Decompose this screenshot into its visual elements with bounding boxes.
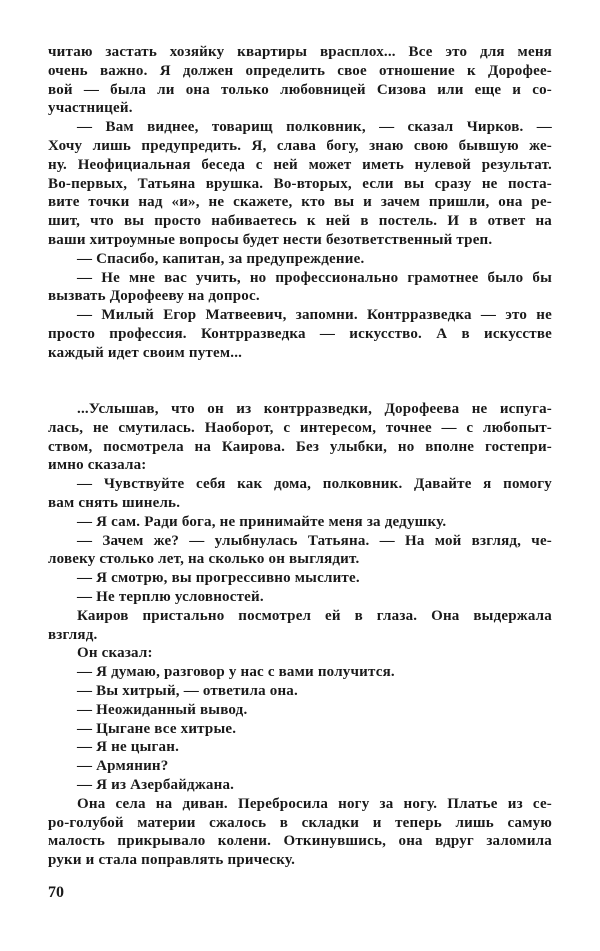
paragraph — [48, 569, 552, 588]
text-line: — Чувствуйте себя как дома, полковник. Давайте я помогу — [77, 476, 552, 493]
paragraph — [48, 118, 552, 250]
text-line: — Цыгане все хитрые. — [77, 720, 237, 737]
paragraph — [48, 701, 552, 720]
text-line: вите точки над «и», не скажете, кто вы и зачем пришли, она ре- — [48, 194, 552, 211]
text-line: ну. Неофициальная беседа с ней может иметь нулевой результат. — [48, 156, 552, 173]
text-line: — Милый Егор Матвеевич, запомни. Контрразведка — это не — [77, 307, 552, 324]
text-line: руки и стала поправлять прическу. — [48, 852, 296, 869]
text-line: ро-голубой материи сжалось в складки и теперь лишь самую — [48, 814, 552, 831]
text-section-1 — [48, 43, 552, 363]
text-line: — Я из Азербайджана. — [77, 776, 235, 793]
text-line: ловеку столько лет, на сколько он выглядит. — [48, 551, 360, 568]
paragraph — [48, 306, 552, 362]
text-line: — Вы хитрый, — ответила она. — [77, 682, 298, 699]
text-line: вой — была ли она только любовницей Сизова или еще и со- — [48, 81, 552, 98]
text-line: ваши хитроумные вопросы будет нести безответственный треп. — [48, 231, 493, 248]
text-line: вызвать Дорофееву на допрос. — [48, 288, 260, 305]
paragraph — [48, 795, 552, 870]
text-section-2 — [48, 400, 552, 870]
paragraph — [48, 532, 552, 570]
paragraph — [48, 43, 552, 118]
paragraph — [48, 269, 552, 307]
text-line: ...Услышав, что он из контрразведки, Дорофеева не испуга- — [77, 401, 552, 417]
text-line: читаю застать хозяйку квартиры врасплох... Все это для меня — [48, 44, 552, 60]
text-line: взгляд. — [48, 626, 98, 643]
text-line: — Я смотрю, вы прогрессивно мыслите. — [77, 570, 360, 587]
text-line: вам снять шинель. — [48, 494, 181, 511]
paragraph — [48, 757, 552, 776]
text-line: Хочу лишь предупредить. Я, слава богу, знаю свою бывшую же- — [48, 137, 552, 154]
paragraph — [48, 607, 552, 645]
text-line: — Спасибо, капитан, за предупреждение. — [77, 250, 365, 267]
text-line: Каиров пристально посмотрел ей в глаза. Она выдержала — [77, 607, 552, 624]
text-line: лась, не смутилась. Наоборот, с интересом, точнее — с любопыт- — [48, 419, 552, 436]
text-line: просто профессия. Контрразведка — искусство. А в искусстве — [48, 325, 552, 342]
text-line: Она села на диван. Перебросила ногу за ногу. Платье из се- — [77, 795, 552, 812]
text-line: малость прикрывало колени. Откинувшись, она вдруг заломила — [48, 833, 552, 850]
paragraph — [48, 475, 552, 513]
paragraph — [48, 776, 552, 795]
text-line: — Вам виднее, товарищ полковник, — сказал Чирков. — — [77, 119, 552, 136]
paragraph — [48, 644, 552, 663]
text-line: участницей. — [48, 100, 133, 117]
paragraph — [48, 720, 552, 739]
text-line: Во-первых, Татьяна врушка. Во-вторых, если вы сразу не поста- — [48, 175, 552, 192]
text-line: — Зачем же? — улыбнулась Татьяна. — На мой взгляд, че- — [77, 532, 552, 549]
text-line: очень важно. Я должен определить свое отношение к Дорофее- — [48, 62, 552, 79]
text-line: — Неожиданный вывод. — [77, 701, 248, 718]
text-line: — Не мне вас учить, но профессионально грамотнее было бы — [77, 269, 552, 286]
paragraph — [48, 738, 552, 757]
text-line: имно сказала: — [48, 457, 147, 474]
paragraph — [48, 663, 552, 682]
text-line: — Я думаю, разговор у нас с вами получится. — [77, 664, 395, 681]
text-line: шит, что вы просто набиваетесь к ней в постель. И в ответ на — [48, 213, 552, 230]
text-line: Он сказал: — [77, 645, 153, 662]
paragraph — [48, 400, 552, 475]
text-line: — Я сам. Ради бога, не принимайте меня за дедушку. — [77, 513, 447, 530]
paragraph — [48, 682, 552, 701]
paragraph — [48, 513, 552, 532]
text-line: каждый идет своим путем... — [48, 344, 243, 361]
text-line: — Я не цыган. — [77, 739, 180, 756]
text-line: — Армянин? — [77, 758, 169, 775]
paragraph — [48, 250, 552, 269]
paragraph — [48, 588, 552, 607]
text-line: — Не терплю условностей. — [77, 588, 264, 605]
text-line: ством, посмотрела на Каирова. Без улыбки, но вполне гостепри- — [48, 438, 552, 455]
page-number: 70 — [48, 884, 64, 901]
